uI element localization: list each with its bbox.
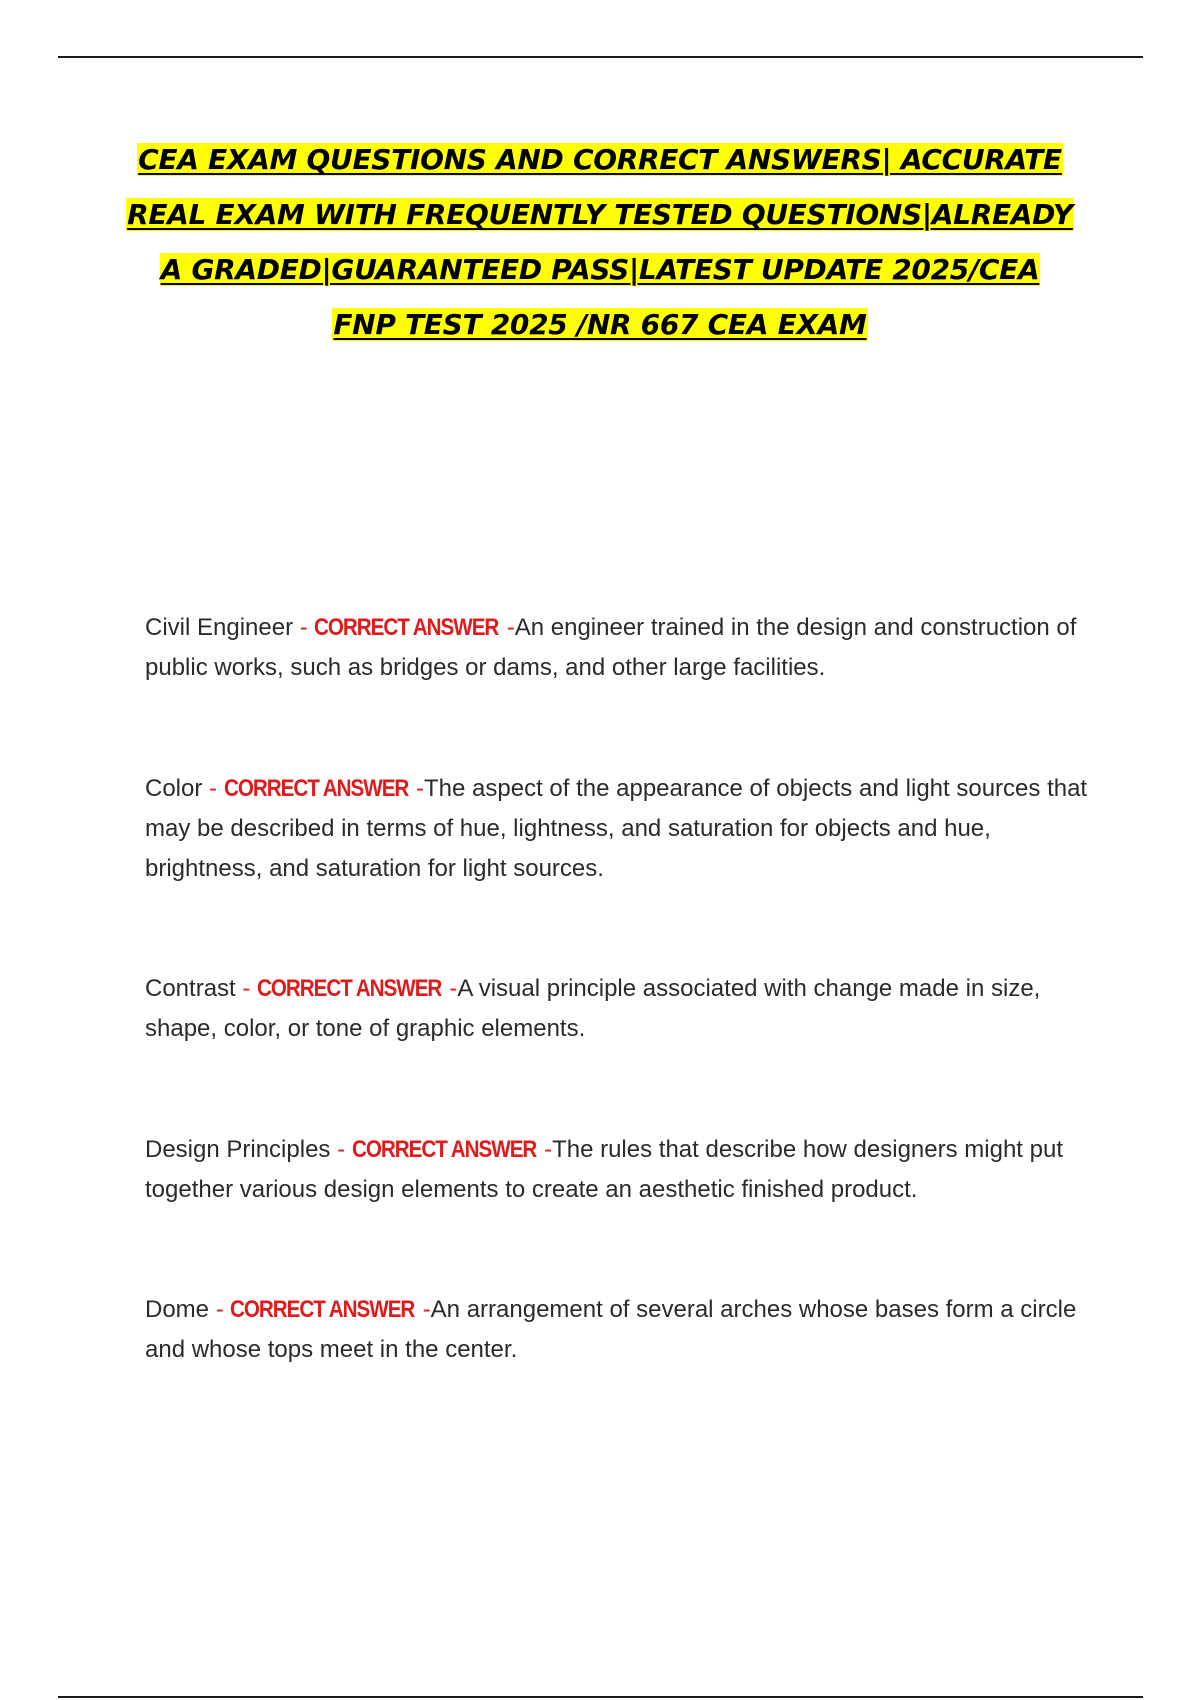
entry-definition: The rules that describe how designers might put together various design elements to create an aesthetic finished product. — [145, 1136, 1063, 1203]
title-text: FNP TEST 2025 /NR 667 CEA EXAM — [333, 308, 867, 341]
qa-entry — [145, 608, 1105, 688]
answer-dash: - — [422, 1296, 431, 1323]
title-line — [100, 305, 1100, 350]
qa-entry — [145, 769, 1105, 889]
entry-separator: - — [202, 775, 224, 802]
title-line — [100, 250, 1100, 295]
entry-term: Dome — [145, 1296, 210, 1323]
title-line — [100, 140, 1100, 185]
entry-term: Color — [145, 775, 203, 802]
entry-term: Civil Engineer — [145, 614, 294, 641]
entry-term: Contrast — [145, 975, 236, 1002]
correct-answer-label: CORRECT ANSWER — [351, 1136, 537, 1163]
entry-definition: An arrangement of several arches whose bases form a circle and whose tops meet in the center. — [145, 1296, 1077, 1363]
title-text: CEA EXAM QUESTIONS AND CORRECT ANSWERS| ACCURATE — [138, 143, 1062, 176]
entry-separator: - — [235, 975, 258, 1002]
entry-term: Design Principles — [145, 1136, 331, 1163]
answer-dash: - — [416, 775, 424, 802]
entry-definition: The aspect of the appearance of objects and light sources that may be described in terms of hue, lightness, and saturation for objects and hue, brightness, and saturation for light sources. — [145, 775, 1088, 882]
qa-entry — [145, 1290, 1105, 1370]
correct-answer-label: CORRECT ANSWER — [223, 775, 408, 802]
title-text: A GRADED|GUARANTEED PASS|LATEST UPDATE 2025/CEA — [160, 253, 1040, 286]
entry-separator: - — [330, 1136, 352, 1163]
document-title — [100, 140, 1100, 360]
correct-answer-label: CORRECT ANSWER — [230, 1296, 415, 1323]
entry-separator: - — [209, 1296, 231, 1323]
entry-definition: A visual principle associated with change made in size, shape, color, or tone of graphic elements. — [145, 975, 1041, 1042]
top-rule — [58, 56, 1143, 58]
qa-entry — [145, 969, 1105, 1049]
answer-dash: - — [449, 975, 458, 1002]
title-line — [100, 195, 1100, 240]
entry-definition: An engineer trained in the design and construction of public works, such as bridges or dams, and other large facilities. — [145, 614, 1077, 681]
answer-dash: - — [506, 614, 515, 641]
qa-entry — [145, 1130, 1105, 1210]
entry-separator: - — [293, 614, 315, 641]
correct-answer-label: CORRECT ANSWER — [257, 975, 442, 1002]
title-text: REAL EXAM WITH FREQUENTLY TESTED QUESTIONS|ALREADY — [127, 198, 1073, 231]
correct-answer-label: CORRECT ANSWER — [314, 614, 499, 641]
bottom-rule — [58, 1696, 1143, 1698]
answer-dash: - — [544, 1136, 553, 1163]
